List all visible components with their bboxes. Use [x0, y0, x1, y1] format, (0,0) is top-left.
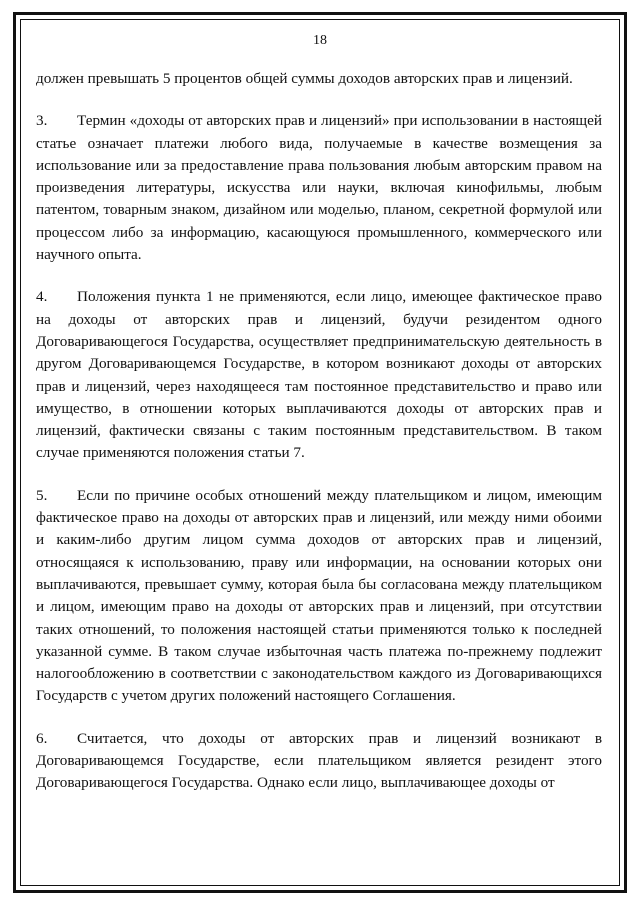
paragraph-4: [36, 286, 602, 464]
page-number: 18: [313, 33, 327, 48]
paragraph-5: [36, 485, 602, 708]
paragraph-text: Положения пункта 1 не применяются, если лицо, имеющее фактическое право на доходы от авторских прав и лицензий, будучи резидентом одного Договаривающегося Государства, осуществляет предпринимательскую деятельность в другом Договаривающемся Государстве, в котором возникают доходы от авторских прав и лицензий, через находящееся там постоянное представительство и право или имущество, в отношении которых выплачиваются доходы от авторских прав и лицензий, фактически связаны с таким постоянным представительством. В таком случае применяются положения статьи 7.: [36, 288, 602, 462]
document-body: [36, 68, 602, 795]
paragraph-text: Термин «доходы от авторских прав и лицензий» при использовании в настоящей статье означает платежи любого вида, получаемые в качестве возмещения за использование или за предоставление права пользования любым авторским правом на произведения литературы, искусства или науки, включая кинофильмы, любым патентом, товарным знаком, дизайном или моделью, планом, секретной формулой или процессом либо за информацию, касающуюся промышленного, коммерческого или научного опыта.: [36, 112, 602, 264]
paragraph-number: 6.: [36, 729, 48, 747]
paragraph-text: Если по причине особых отношений между плательщиком и лицом, имеющим фактическое право на доходы от авторских прав и лицензий, или между ними обоими и каким-либо другим лицом сумма доходов от авторских прав и лицензий, относящаяся к использованию, праву или информации, на основании которых они выплачиваются, превышает сумму, которая была бы согласована между плательщиком и лицом, имеющим право на доходы от авторских прав и лицензий, при отсутствии таких отношений, то положения настоящей статьи применяются только к последней указанной сумме. В таком случае избыточная часть платежа по-прежнему подлежит налогообложению в соответствии с законодательством каждого из Договаривающихся Государств с учетом других положений настоящего Соглашения.: [36, 486, 602, 705]
paragraph-number: 3.: [36, 112, 48, 130]
paragraph-3: [36, 110, 602, 266]
paragraph-number: 4.: [36, 288, 48, 306]
paragraph-6: [36, 728, 602, 795]
paragraph-continuation: [36, 68, 602, 90]
paragraph-text: должен превышать 5 процентов общей суммы доходов авторских прав и лицензий.: [36, 70, 573, 87]
paragraph-text: Считается, что доходы от авторских прав и лицензий возникают в Договаривающемся Государстве, если плательщиком является резидент этого Договаривающегося Государства. Однако если лицо, выплачивающее доходы от: [36, 729, 602, 792]
paragraph-number: 5.: [36, 486, 48, 504]
